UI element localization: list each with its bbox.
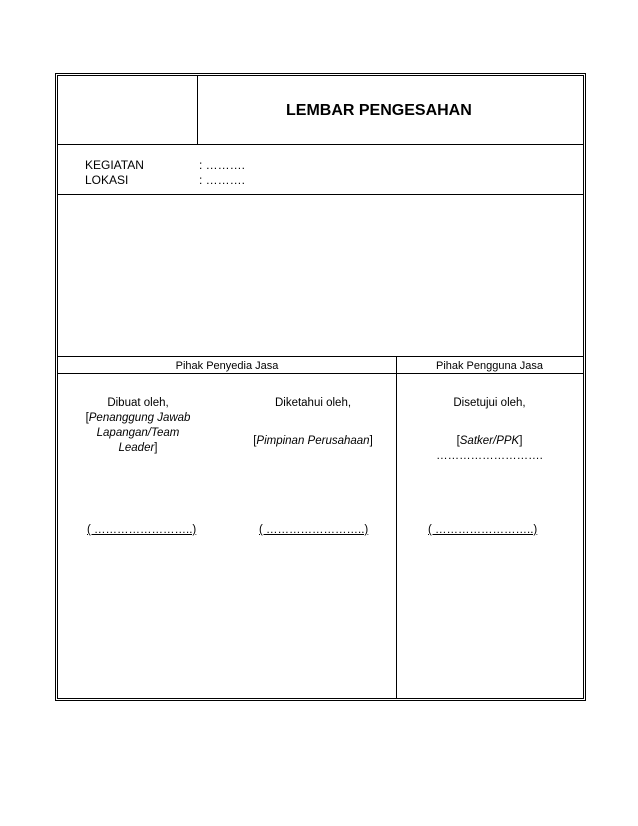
- header-logo-divider: [197, 76, 198, 144]
- divider-info: [58, 194, 583, 195]
- disetujui-label: Disetujui oleh,: [453, 397, 526, 409]
- lokasi-label: LOKASI: [85, 173, 129, 187]
- lokasi-value: : ……….: [199, 173, 246, 187]
- signature-block-disetujui: [396, 396, 583, 411]
- divider-party-header: [58, 373, 583, 374]
- header-pengguna-jasa: Pihak Pengguna Jasa: [435, 360, 544, 372]
- diketahui-label: Diketahui oleh,: [274, 397, 352, 409]
- dibuat-role: [Penanggung Jawab: [85, 412, 191, 424]
- page-title: LEMBAR PENGESAHAN: [286, 102, 472, 119]
- diketahui-name-placeholder: ( ……………………..): [259, 524, 369, 536]
- dibuat-role-line2: Lapangan/Team: [96, 427, 180, 439]
- disetujui-name-placeholder: ( ……………………..): [428, 524, 538, 536]
- divider-content: [58, 356, 583, 357]
- header-penyedia-jasa: Pihak Penyedia Jasa: [175, 360, 279, 372]
- dibuat-name-placeholder: ( ……………………..): [87, 524, 197, 536]
- diketahui-role: [Pimpinan Perusahaan]: [253, 435, 373, 447]
- divider-header: [58, 144, 583, 145]
- dibuat-label: Dibuat oleh,: [107, 397, 169, 409]
- kegiatan-label: KEGIATAN: [85, 158, 144, 172]
- disetujui-extra-dots: ……………………….: [436, 450, 543, 462]
- dibuat-role-line3: Leader]: [118, 442, 158, 454]
- disetujui-role: [Satker/PPK] ……………………….: [396, 434, 583, 464]
- signature-block-diketahui: [238, 396, 388, 411]
- approval-sheet-frame: [55, 73, 586, 701]
- kegiatan-value: : ……….: [199, 158, 246, 172]
- signature-block-dibuat: [78, 396, 198, 456]
